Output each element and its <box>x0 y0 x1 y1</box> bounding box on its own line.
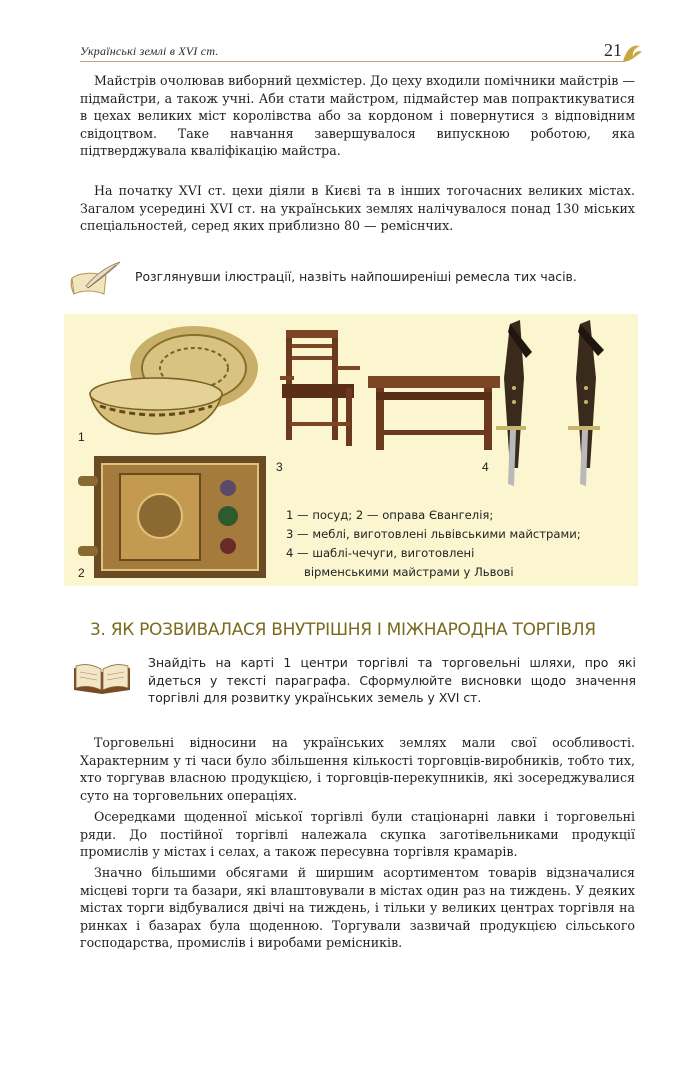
illus-label-3: 3 <box>276 460 283 474</box>
task-find-trade-centers: Знайдіть на карті 1 центри торгівлі та торговельні шляхи, про які йдеться у тексті параграфа. Сформулюйте висновки щодо значення торгівлі для розвитку українських земель у XVI ст. <box>148 655 636 706</box>
illus-label-2: 2 <box>78 566 85 580</box>
sabres-image <box>484 318 634 488</box>
ornament-swirl-icon <box>620 42 644 64</box>
section-heading: 3. ЯК РОЗВИВАЛАСЯ ВНУТРІШНЯ І МІЖНАРОДНА ТОРГІВЛЯ <box>90 620 596 640</box>
illus-label-1: 1 <box>78 430 85 444</box>
caption-line: 3 — меблі, виготовлені львівськими майстрами; <box>286 527 581 541</box>
caption-line: вірменськими майстрами у Львові <box>304 565 514 579</box>
paragraph-trade-features: Торговельні відносини на українських землях мали свої особливості. Характерним у ті часи було збільшення кількості торговців-виробників, тобто тих, хто торгував власною продукцією, і торговців-перекупників, які зосереджувалися суто на торговельних операціях. <box>80 735 635 803</box>
furniture-image <box>276 326 516 456</box>
paragraph-daily-trade: Осередками щоденної міської торгівлі були стаціонарні лавки і торговельні ряди. До постійної торгівлі належала скупка заготівельниками продукції промислів у містах і селах, а також пересувна торгівля крамарів. <box>80 809 635 860</box>
page-number: 21 <box>604 40 622 60</box>
running-header <box>80 40 640 64</box>
running-title: Українські землі в XVI ст. <box>80 44 219 58</box>
pottery-dishes-image <box>76 320 266 440</box>
task-consider-illustrations: Розглянувши ілюстрації, назвіть найпоширеніші ремесла тих часів. <box>135 269 577 284</box>
caption-line: 4 — шаблі-чечуги, виготовлені <box>286 546 475 560</box>
open-book-icon <box>70 656 134 696</box>
paragraph-guild-masters: Майстрів очолював виборний цехмістер. До цеху входили помічники майстрів — підмайстри, а також учні. Аби стати майстром, підмайстер мав попрактикуватися в цехах великих міст королівства або за кордоном і повернутися з відповідним свідоцтвом. Таке навчання завершувалося випускною роботою, яка підтверджувала кваліфікацію майстра. <box>80 73 635 159</box>
caption-line: 1 — посуд; 2 — оправа Євангелія; <box>286 508 494 522</box>
paragraph-guilds-cities: На початку XVI ст. цехи діяли в Києві та в інших тогочасних великих містах. Загалом усередині XVI ст. на українських землях налічувалося понад 130 міських спеціальностей, серед яких приблизно 80 — реміснчих. <box>80 183 635 234</box>
paragraph-markets: Значно більшими обсягами й ширшим асортиментом товарів відзначалися місцеві торги та базари, які влаштовували в містах один раз на тиждень. У деяких містах торги відбувалися двічі на тиждень, і тільки у великих центрах торгівля на ринках і базарах була щоденною. Торгували зазвичай продукцією сільського господарства, промислів і виробами ремісників. <box>80 865 635 951</box>
gospel-binding-image <box>76 454 266 580</box>
header-rule <box>80 61 625 62</box>
illustration-caption <box>286 506 581 582</box>
quill-scroll-icon <box>66 260 122 300</box>
illus-label-4: 4 <box>482 460 489 474</box>
